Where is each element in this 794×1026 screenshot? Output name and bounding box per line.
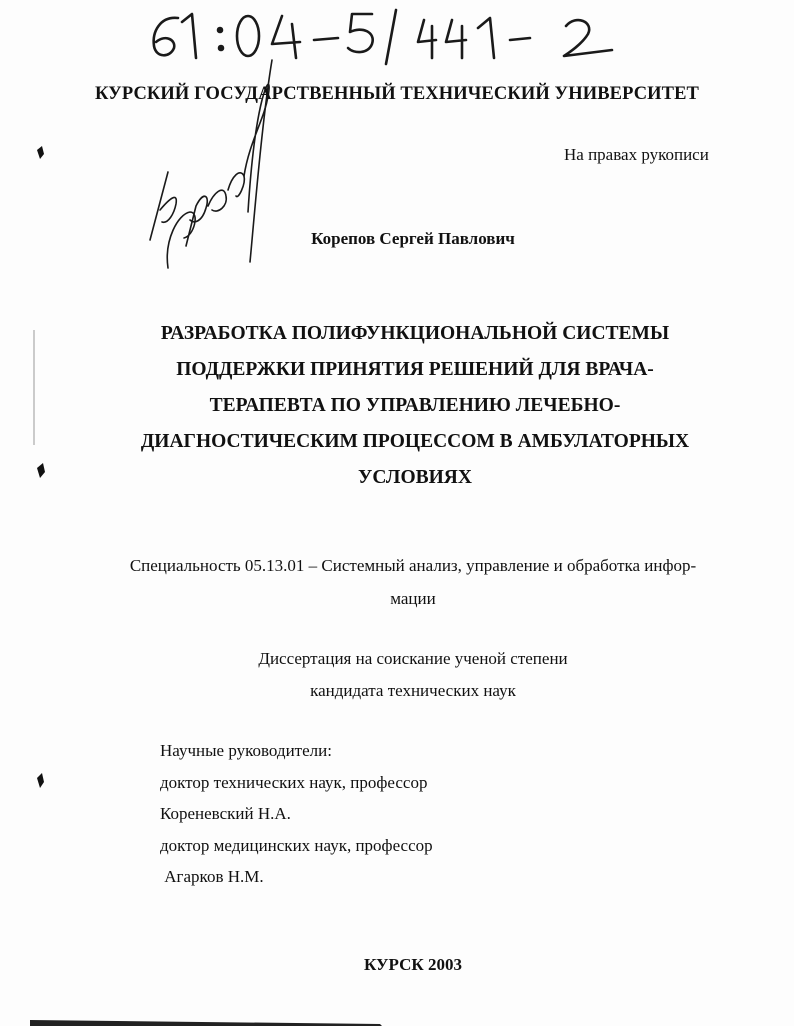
supervisors-heading: Научные руководители: — [160, 741, 332, 760]
title-line: ДИАГНОСТИЧЕСКИМ ПРОЦЕССОМ В АМБУЛАТОРНЫХ — [140, 431, 690, 452]
dissertation-title — [90, 316, 740, 496]
title-line: РАЗРАБОТКА ПОЛИФУНКЦИОНАЛЬНОЙ СИСТЕМЫ — [160, 323, 670, 344]
supervisor-name: Кореневский Н.А. — [160, 804, 291, 823]
city-year: КУРСК 2003 — [364, 955, 462, 974]
degree-line: Диссертация на соискание ученой степени — [258, 649, 568, 668]
supervisor-degree: доктор технических наук, профессор — [160, 772, 428, 792]
binder-mark-2 — [37, 463, 45, 478]
title-line: ТЕРАПЕВТА ПО УПРАВЛЕНИЮ ЛЕЧЕБНО- — [209, 395, 621, 416]
degree-block — [0, 643, 794, 707]
specialty-line: мации — [390, 589, 436, 608]
degree-line: кандидата технических наук — [310, 681, 516, 700]
supervisor-degree: доктор медицинских наук, профессор — [160, 835, 433, 855]
manuscript-rights-note: На правах рукописи — [564, 145, 709, 164]
author-name: Корепов Сергей Павлович — [311, 229, 515, 248]
supervisor-name: Агарков Н.М. — [160, 867, 264, 886]
binder-mark-1 — [37, 146, 44, 159]
title-line: ПОДДЕРЖКИ ПРИНЯТИЯ РЕШЕНИЙ ДЛЯ ВРАЧА- — [176, 359, 654, 380]
supervisors-block — [160, 735, 433, 893]
title-line: УСЛОВИЯХ — [358, 467, 472, 488]
binder-mark-3 — [37, 773, 44, 788]
university-name: КУРСКИЙ ГОСУДАРСТВЕННЫЙ ТЕХНИЧЕСКИЙ УНИВЕРСИТЕТ — [95, 84, 699, 104]
specialty-line: Специальность 05.13.01 – Системный анализ, управление и обработка инфор- — [129, 556, 697, 575]
specialty-block — [0, 549, 794, 615]
bottom-edge-streak — [30, 1020, 382, 1026]
